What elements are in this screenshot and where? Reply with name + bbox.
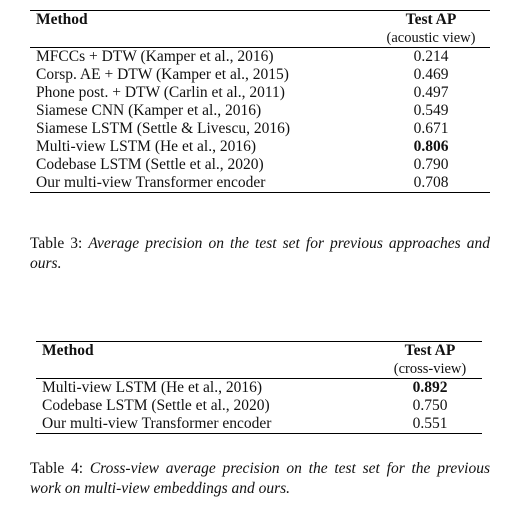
table-row	[36, 379, 482, 398]
caption-text: Cross-view average precision on the test set for the previous work on multi-view embeddings and ours.	[30, 460, 491, 497]
test-ap-cell: 0.708	[413, 174, 449, 191]
test-ap-cell: 0.750	[412, 397, 448, 414]
test-ap-cell: 0.469	[413, 66, 449, 83]
column-header-method: Method	[42, 342, 94, 359]
table-header-row	[36, 342, 482, 361]
method-cell: Codebase LSTM (Settle et al., 2020)	[36, 156, 264, 173]
column-header-blank	[36, 360, 378, 379]
caption-text: Average precision on the test set for previous approaches and ours.	[30, 235, 490, 272]
caption-label: Table 4:	[30, 460, 84, 477]
table-row	[30, 66, 490, 84]
table-header-subrow	[30, 29, 490, 48]
table-4	[36, 341, 482, 434]
table-row	[30, 120, 490, 138]
table-row	[36, 415, 482, 434]
test-ap-cell: 0.214	[413, 48, 449, 65]
table-4-caption	[30, 459, 490, 499]
table-row	[30, 48, 490, 67]
table-3	[30, 10, 490, 193]
method-cell: Siamese CNN (Kamper et al., 2016)	[36, 102, 262, 119]
method-cell: Siamese LSTM (Settle & Livescu, 2016)	[36, 120, 290, 137]
method-cell: Multi-view LSTM (He et al., 2016)	[42, 379, 262, 396]
test-ap-cell: 0.497	[413, 84, 449, 101]
table-row	[30, 156, 490, 174]
column-header-test-ap-sub: (acoustic view)	[386, 30, 476, 46]
table-header-subrow	[36, 360, 482, 379]
method-cell: Our multi-view Transformer encoder	[36, 174, 266, 191]
test-ap-cell: 0.892	[412, 379, 448, 396]
column-header-method: Method	[36, 11, 88, 28]
test-ap-cell: 0.671	[413, 120, 449, 137]
table-3-caption	[30, 234, 490, 274]
test-ap-cell: 0.549	[413, 102, 449, 119]
test-ap-cell: 0.806	[413, 138, 449, 155]
method-cell: MFCCs + DTW (Kamper et al., 2016)	[36, 48, 274, 65]
table-row	[30, 84, 490, 102]
column-header-test-ap-sub: (cross-view)	[393, 361, 467, 377]
method-cell: Corsp. AE + DTW (Kamper et al., 2015)	[36, 66, 289, 83]
method-cell: Multi-view LSTM (He et al., 2016)	[36, 138, 256, 155]
table-4-body	[36, 379, 482, 434]
table-row	[30, 138, 490, 156]
test-ap-cell: 0.551	[412, 415, 448, 432]
table-header-row	[30, 11, 490, 30]
table-row	[30, 102, 490, 120]
table-row	[36, 397, 482, 415]
test-ap-cell: 0.790	[413, 156, 449, 173]
method-cell: Codebase LSTM (Settle et al., 2020)	[42, 397, 270, 414]
table-row	[30, 174, 490, 193]
method-cell: Our multi-view Transformer encoder	[42, 415, 272, 432]
column-header-test-ap: Test AP	[405, 11, 457, 28]
column-header-test-ap: Test AP	[404, 342, 456, 359]
caption-label: Table 3:	[30, 235, 83, 252]
column-header-blank	[30, 29, 372, 48]
method-cell: Phone post. + DTW (Carlin et al., 2011)	[36, 84, 285, 101]
table-3-body	[30, 48, 490, 193]
